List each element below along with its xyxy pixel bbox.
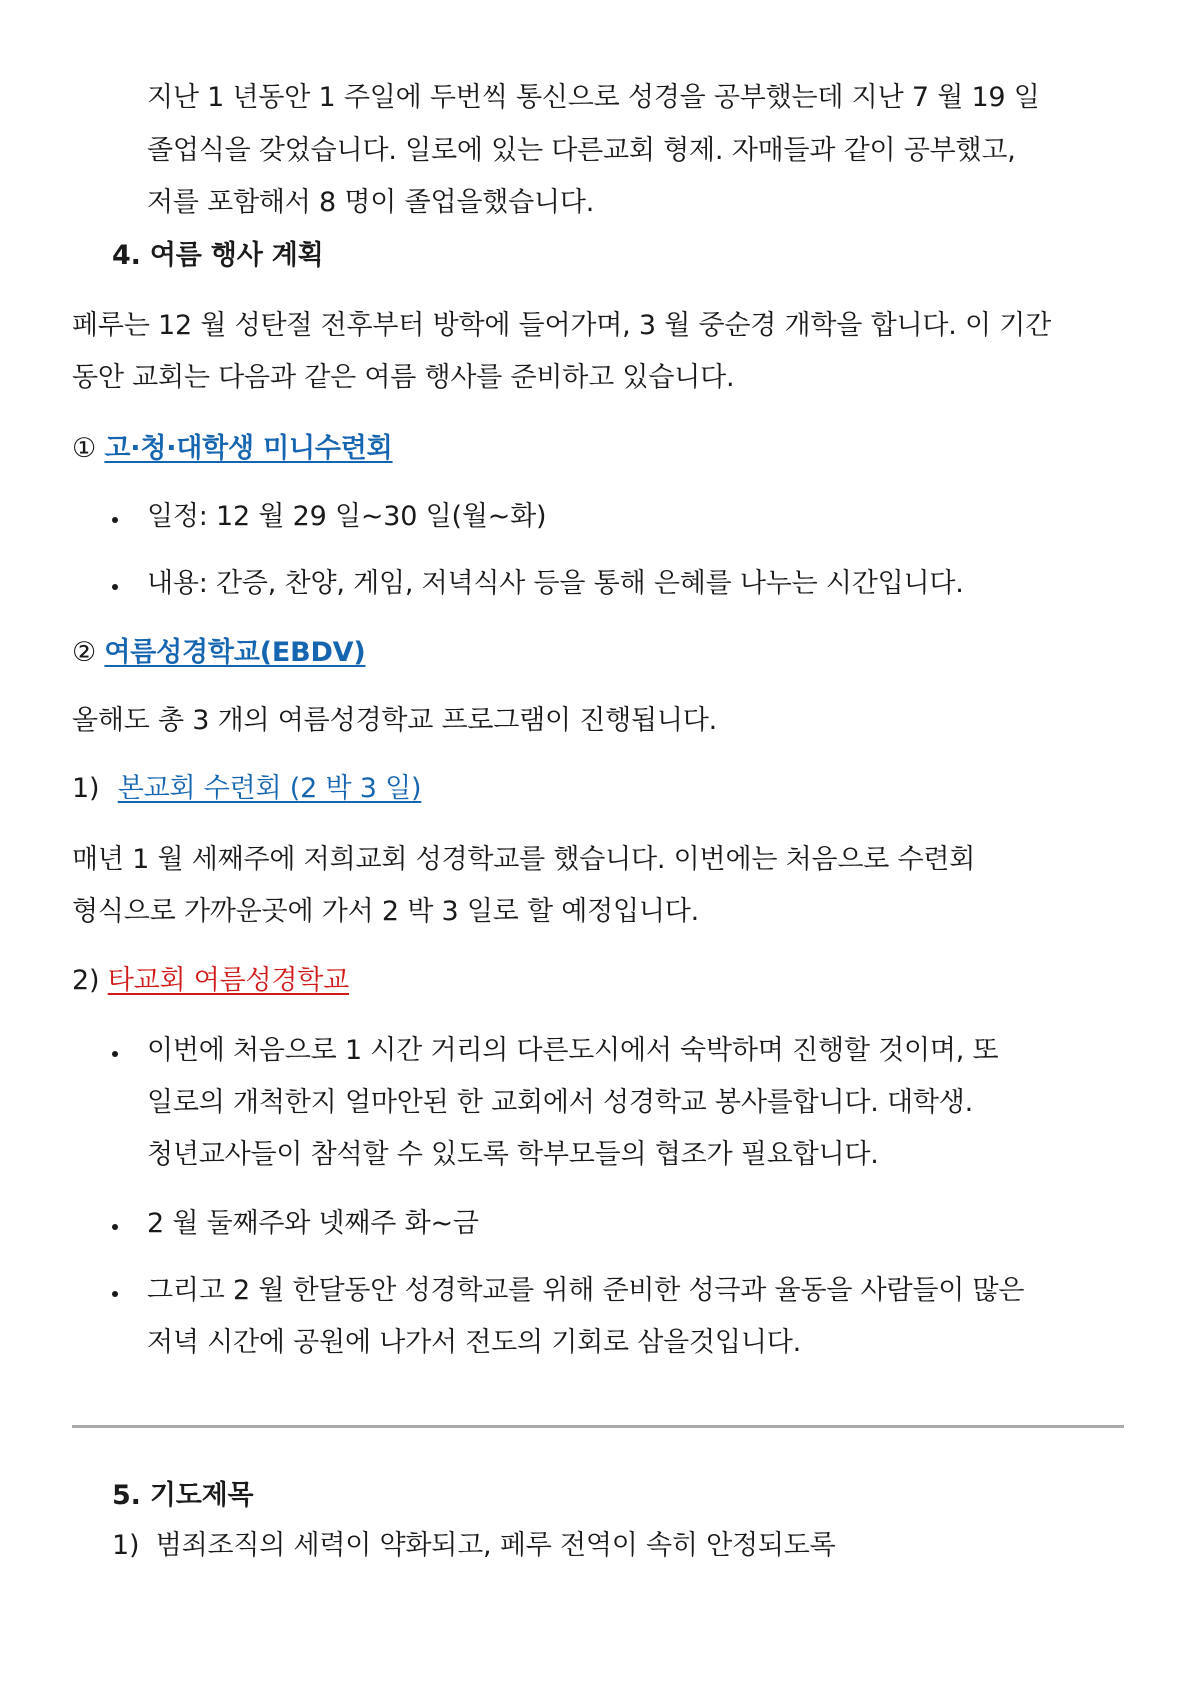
sub-2-heading: [72, 961, 349, 1001]
bullet-dot: [112, 1224, 118, 1230]
event-1-schedule: 일정: 12 월 29 일~30 일(월~화): [147, 501, 547, 532]
event-2-title-link[interactable]: 여름성경학교(EBDV): [104, 637, 366, 668]
bullet-dot: [112, 1291, 118, 1297]
sub-2-bullet-3-line-2: 저녁 시간에 공원에 나가서 전도의 기회로 삼을것입니다.: [147, 1327, 801, 1358]
sub-2-bullet-1-line-2: 일로의 개척한지 얼마안된 한 교회에서 성경학교 봉사를합니다. 대학생.: [147, 1087, 974, 1118]
sub-1-number: 1): [72, 773, 100, 804]
section-4-para-line-1: 페루는 12 월 성탄절 전후부터 방학에 들어가며, 3 월 중순경 개학을 합니다. 이 기간: [72, 310, 1052, 341]
sub-2-bullet-3-line-1: 그리고 2 월 한달동안 성경학교를 위해 준비한 성극과 율동을 사람들이 많은: [147, 1275, 1025, 1306]
sub-2-bullet-1-line-3: 청년교사들이 참석할 수 있도록 학부모들의 협조가 필요합니다.: [147, 1139, 879, 1170]
bullet-dot: [112, 584, 118, 590]
event-1-content: 내용: 간증, 찬양, 게임, 저녁식사 등을 통해 은혜를 나누는 시간입니다.: [147, 568, 964, 599]
intro-line-2: 졸업식을 갖었습니다. 일로에 있는 다른교회 형제. 자매들과 같이 공부했고,: [147, 135, 1016, 166]
sub-1-para-line-2: 형식으로 가까운곳에 가서 2 박 3 일로 할 예정입니다.: [72, 896, 700, 927]
sub-2-bullet-1-line-1: 이번에 처음으로 1 시간 거리의 다른도시에서 숙박하며 진행할 것이며, 또: [147, 1035, 999, 1066]
section-4-para-line-2: 동안 교회는 다음과 같은 여름 행사를 준비하고 있습니다.: [72, 362, 735, 393]
sub-2-title-link[interactable]: 타교회 여름성경학교: [107, 965, 350, 996]
event-1-title-link[interactable]: 고·청·대학생 미니수련회: [104, 433, 393, 464]
section-4-heading: 4. 여름 행사 계획: [112, 240, 324, 271]
bullet-dot: [112, 1051, 118, 1057]
event-2-heading: [72, 633, 366, 673]
intro-line-3: 저를 포함해서 8 명이 졸업을했습니다.: [147, 187, 595, 218]
event-1-marker: ①: [72, 433, 97, 464]
sub-1-title-link[interactable]: 본교회 수련회 (2 박 3 일): [117, 773, 422, 804]
event-2-marker: ②: [72, 637, 97, 668]
event-1-heading: [72, 429, 393, 469]
prayer-item-1: [112, 1526, 836, 1566]
sub-1-para-line-1: 매년 1 월 세째주에 저희교회 성경학교를 했습니다. 이번에는 처음으로 수련회: [72, 844, 976, 875]
prayer-item-1-number: 1): [112, 1530, 140, 1561]
intro-line-1: 지난 1 년동안 1 주일에 두번씩 통신으로 성경을 공부했는데 지난 7 월 19 일: [147, 82, 1040, 113]
sub-2-number: 2): [72, 965, 100, 996]
sub-2-bullet-2: 2 월 둘째주와 넷째주 화~금: [147, 1208, 479, 1239]
prayer-item-1-text: 범죄조직의 세력이 약화되고, 페루 전역이 속히 안정되도록: [155, 1530, 836, 1561]
sub-1-heading: [72, 769, 421, 809]
section-5-heading: 5. 기도제목: [112, 1480, 254, 1511]
section-divider: [72, 1425, 1124, 1428]
bullet-dot: [112, 517, 118, 523]
event-2-intro: 올해도 총 3 개의 여름성경학교 프로그램이 진행됩니다.: [72, 705, 718, 736]
